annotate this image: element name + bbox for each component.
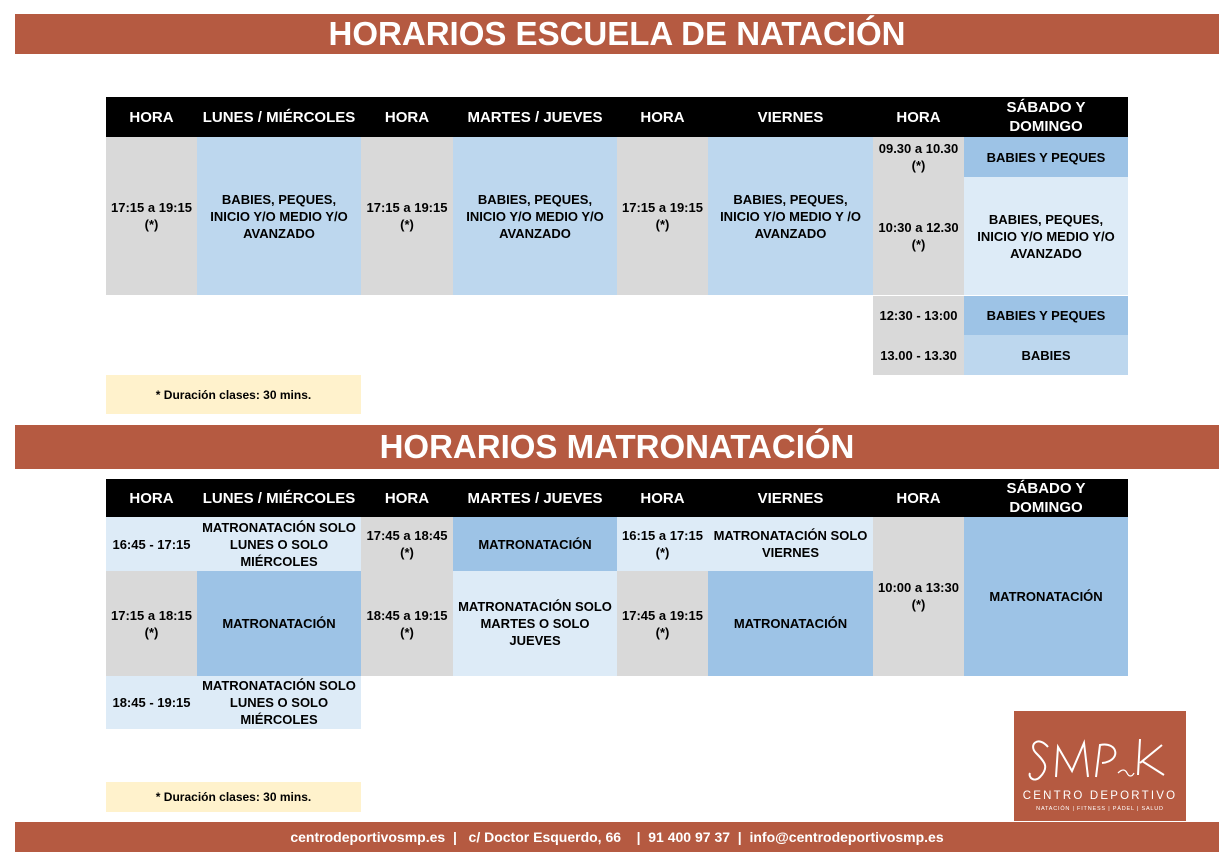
- lm-time: 16:45 - 17:15: [106, 517, 197, 571]
- lm-time: 17:15 a 18:15 (*): [106, 571, 197, 676]
- logo-name: CENTRO DEPORTIVO: [1022, 790, 1178, 802]
- header-sabado-domingo: SÁBADO Y DOMINGO: [964, 479, 1128, 517]
- mj-class: MATRONATACIÓN SOLO MARTES O SOLO JUEVES: [453, 571, 617, 676]
- header-viernes: VIERNES: [708, 97, 873, 137]
- lm-class: MATRONATACIÓN SOLO LUNES O SOLO MIÉRCOLES: [197, 517, 361, 571]
- mj-level: BABIES, PEQUES, INICIO Y/O MEDIO Y/O AVANZADO: [453, 137, 617, 295]
- v-class: MATRONATACIÓN SOLO VIERNES: [708, 517, 873, 571]
- mj-time: 17:15 a 19:15 (*): [361, 137, 453, 295]
- header-lunes-miercoles: LUNES / MIÉRCOLES: [197, 97, 361, 137]
- lm-level: BABIES, PEQUES, INICIO Y/O MEDIO Y/O AVANZADO: [197, 137, 361, 295]
- lm-class: MATRONATACIÓN: [197, 571, 361, 676]
- sd-class: MATRONATACIÓN: [964, 517, 1128, 676]
- title-matronatacion: HORARIOS MATRONATACIÓN: [15, 425, 1219, 469]
- mj-time: 18:45 a 19:15 (*): [361, 571, 453, 676]
- header-hora: HORA: [361, 479, 453, 517]
- lm-time: 17:15 a 19:15 (*): [106, 137, 197, 295]
- escuela-duration-note: * Duración clases: 30 mins.: [106, 375, 361, 414]
- sd-time: 13.00 - 13.30: [873, 335, 964, 375]
- header-martes-jueves: MARTES / JUEVES: [453, 479, 617, 517]
- v-time: 16:15 a 17:15 (*): [617, 517, 708, 571]
- v-level: BABIES, PEQUES, INICIO Y/O MEDIO Y /O AVANZADO: [708, 137, 873, 295]
- title-escuela: HORARIOS ESCUELA DE NATACIÓN: [15, 14, 1219, 54]
- footer-contact: centrodeportivosmp.es | c/ Doctor Esquerdo, 66 | 91 400 97 37 | info@centrodeportivosmp.es: [15, 822, 1219, 852]
- sd-time: 10:30 a 12.30 (*): [873, 177, 964, 295]
- sd-level: BABIES Y PEQUES: [964, 296, 1128, 335]
- header-sabado-domingo: SÁBADO Y DOMINGO: [964, 97, 1128, 137]
- header-hora: HORA: [106, 97, 197, 137]
- v-time: 17:15 a 19:15 (*): [617, 137, 708, 295]
- header-lunes-miercoles: LUNES / MIÉRCOLES: [197, 479, 361, 517]
- header-hora: HORA: [617, 97, 708, 137]
- v-class: MATRONATACIÓN: [708, 571, 873, 676]
- mj-time: 17:45 a 18:45 (*): [361, 517, 453, 571]
- sd-time: 10:00 a 13:30 (*): [873, 517, 964, 676]
- sd-time: 09.30 a 10.30 (*): [873, 137, 964, 177]
- header-hora: HORA: [873, 97, 964, 137]
- header-hora: HORA: [617, 479, 708, 517]
- logo-tagline: NATACIÓN | FITNESS | PÁDEL | SALUD: [1036, 806, 1164, 812]
- header-hora: HORA: [361, 97, 453, 137]
- header-martes-jueves: MARTES / JUEVES: [453, 97, 617, 137]
- matro-duration-note: * Duración clases: 30 mins.: [106, 782, 361, 812]
- header-viernes: VIERNES: [708, 479, 873, 517]
- header-hora: HORA: [106, 479, 197, 517]
- sd-time: 12:30 - 13:00: [873, 296, 964, 335]
- v-time: 17:45 a 19:15 (*): [617, 571, 708, 676]
- lm-class: MATRONATACIÓN SOLO LUNES O SOLO MIÉRCOLES: [197, 676, 361, 729]
- header-hora: HORA: [873, 479, 964, 517]
- smp-signature-mark: [1014, 711, 1186, 791]
- sd-level: BABIES Y PEQUES: [964, 137, 1128, 177]
- mj-class: MATRONATACIÓN: [453, 517, 617, 571]
- sd-level: BABIES: [964, 335, 1128, 375]
- smp-logo: [1014, 711, 1186, 821]
- sd-level: BABIES, PEQUES, INICIO Y/O MEDIO Y/O AVANZADO: [964, 177, 1128, 295]
- lm-time: 18:45 - 19:15: [106, 676, 197, 729]
